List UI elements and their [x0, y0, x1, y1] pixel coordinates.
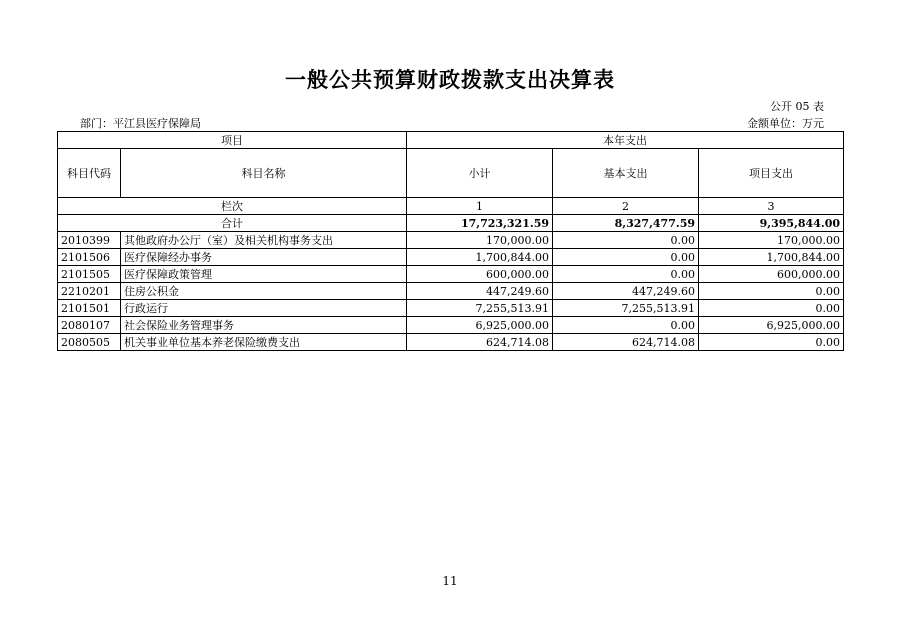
row-subtotal: 600,000.00: [407, 266, 553, 283]
column-index-1: 1: [407, 198, 553, 215]
row-code: 2080505: [58, 334, 121, 351]
row-basic: 0.00: [553, 249, 699, 266]
header-row-2: [58, 149, 844, 198]
row-name: 社会保险业务管理事务: [121, 317, 407, 334]
total-label: 合计: [58, 215, 407, 232]
header-row-1: [58, 132, 844, 149]
table-row: [58, 317, 844, 334]
column-index-row: [58, 198, 844, 215]
row-code: 2080107: [58, 317, 121, 334]
column-index-3: 3: [699, 198, 844, 215]
header-basic: 基本支出: [553, 149, 699, 198]
row-project: 1,700,844.00: [699, 249, 844, 266]
row-basic: 0.00: [553, 266, 699, 283]
row-code: 2010399: [58, 232, 121, 249]
form-number: 公开 05 表: [770, 100, 824, 113]
header-project: 项目支出: [699, 149, 844, 198]
row-name: 医疗保障经办事务: [121, 249, 407, 266]
row-code: 2210201: [58, 283, 121, 300]
row-name: 机关事业单位基本养老保险缴费支出: [121, 334, 407, 351]
row-project: 0.00: [699, 300, 844, 317]
row-subtotal: 624,714.08: [407, 334, 553, 351]
row-basic: 624,714.08: [553, 334, 699, 351]
unit-label: 金额单位：万元: [747, 117, 824, 130]
row-subtotal: 170,000.00: [407, 232, 553, 249]
row-basic: 0.00: [553, 317, 699, 334]
row-code: 2101501: [58, 300, 121, 317]
total-row: [58, 215, 844, 232]
total-basic: 8,327,477.59: [553, 215, 699, 232]
expenditure-table: [57, 131, 844, 351]
row-subtotal: 1,700,844.00: [407, 249, 553, 266]
row-project: 0.00: [699, 283, 844, 300]
row-subtotal: 7,255,513.91: [407, 300, 553, 317]
column-index-2: 2: [553, 198, 699, 215]
header-code: 科目代码: [58, 149, 121, 198]
table-row: [58, 283, 844, 300]
row-basic: 447,249.60: [553, 283, 699, 300]
total-project: 9,395,844.00: [699, 215, 844, 232]
row-name: 住房公积金: [121, 283, 407, 300]
header-item: 项目: [58, 132, 407, 149]
row-name: 医疗保障政策管理: [121, 266, 407, 283]
page-number: 11: [442, 574, 458, 588]
table-row: [58, 266, 844, 283]
row-subtotal: 6,925,000.00: [407, 317, 553, 334]
table-row: [58, 300, 844, 317]
row-name: 其他政府办公厅（室）及相关机构事务支出: [121, 232, 407, 249]
table-row: [58, 334, 844, 351]
header-name: 科目名称: [121, 149, 407, 198]
page-title: 一般公共预算财政拨款支出决算表: [285, 68, 615, 92]
row-basic: 0.00: [553, 232, 699, 249]
row-code: 2101506: [58, 249, 121, 266]
row-subtotal: 447,249.60: [407, 283, 553, 300]
table-row: [58, 249, 844, 266]
header-current-year: 本年支出: [407, 132, 844, 149]
row-project: 0.00: [699, 334, 844, 351]
row-project: 600,000.00: [699, 266, 844, 283]
table-row: [58, 232, 844, 249]
row-basic: 7,255,513.91: [553, 300, 699, 317]
row-name: 行政运行: [121, 300, 407, 317]
header-subtotal: 小计: [407, 149, 553, 198]
department-label: 部门：平江县医疗保障局: [80, 117, 201, 130]
total-subtotal: 17,723,321.59: [407, 215, 553, 232]
column-label: 栏次: [58, 198, 407, 215]
row-project: 170,000.00: [699, 232, 844, 249]
row-code: 2101505: [58, 266, 121, 283]
row-project: 6,925,000.00: [699, 317, 844, 334]
